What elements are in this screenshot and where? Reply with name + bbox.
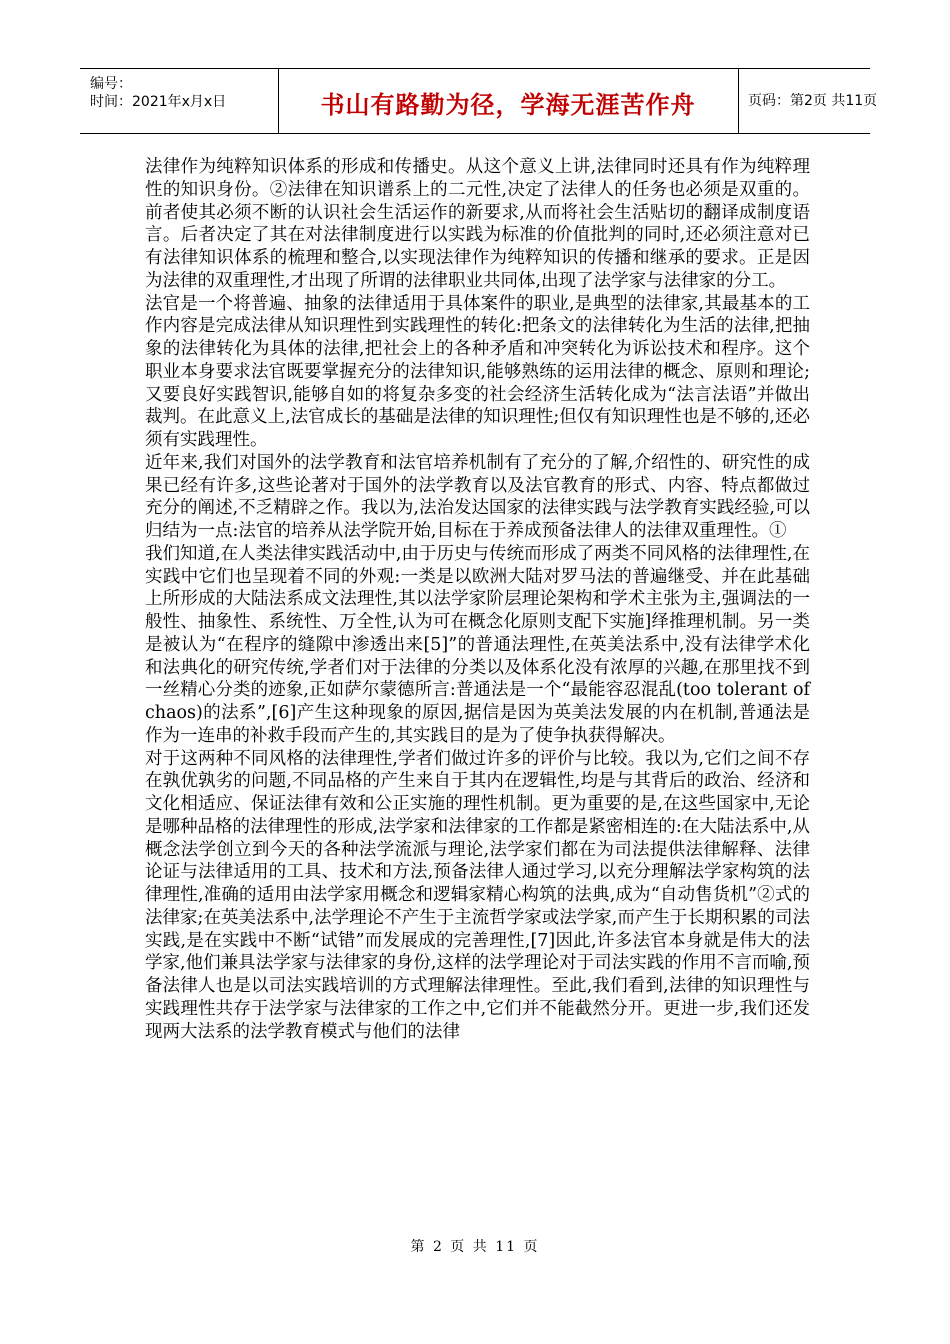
page-header [80, 68, 878, 134]
header-motto: 书山有路勤为径，学海无涯苦作舟 [320, 91, 696, 119]
paragraph: 法官是一个将普遍、抽象的法律适用于具体案件的职业,是典型的法律家,其最基本的工作内容是完成法律从知识理性到实践理性的转化:把条文的法律转化为生活的法律,把抽象的法律转化为具体的法律,把社会上的各种矛盾和冲突转化为诉讼技术和程序。这个职业本身要求法官既要掌握充分的法律知识,能够熟练的运用法律的概念、原则和理论;又要良好实践智识,能够自如的将复杂多变的社会经济生活转化成为“法言法语”并做出裁判。在此意义上,法官成长的基础是法律的知识理性;但仅有知识理性也是不够的,还必须有实践理性。 [145, 293, 810, 450]
paragraph: 近年来,我们对国外的法学教育和法官培养机制有了充分的了解,介绍性的、研究性的成果已经有许多,这些论著对于国外的法学教育以及法官教育的形式、内容、特点都做过充分的阐述,不乏精辟之作。我以为,法治发达国家的法律实践与法学教育实践经验,可以归结为一点:法官的培养从法学院开始,目标在于养成预备法律人的法律双重理性。① [145, 452, 810, 541]
paragraph: 我们知道,在人类法律实践活动中,由于历史与传统而形成了两类不同风格的法律理性,在实践中它们也呈现着不同的外观:一类是以欧洲大陆对罗马法的普遍继受、并在此基础上所形成的大陆法系成文法理性,其以法学家阶层理论架构和学术主张为主,强调法的一般性、抽象性、系统性、万全性,认为可在概念化原则支配下实施]绎推理机制。另一类是被认为“在程序的缝隙中渗透出来[5]”的普通法理性,在英美法系中,没有法律学术化和法典化的研究传统,学者们对于法律的分类以及体系化没有浓厚的兴趣,在那里找不到一丝精心分类的迹象,正如萨尔蒙德所言:普通法是一个“最能容忍混乱(too tolerant of chaos)的法系”,[6]产生这种现象的原因,据信是因为英美法发展的内在机制,普通法是作为一连串的补救手段而产生的,其实践目的是为了使争执获得解决。 [145, 543, 810, 746]
paragraph: 对于这两种不同风格的法律理性,学者们做过许多的评价与比较。我以为,它们之间不存在孰优孰劣的问题,不同品格的产生来自于其内在逻辑性,均是与其背后的政治、经济和文化相适应、保证法律有效和公正实施的理性机制。更为重要的是,在这些国家中,无论是哪种品格的法律理性的形成,法学家和法律家的工作都是紧密相连的:在大陆法系中,从概念法学创立到今天的各种法学流派与理论,法学家们都在为司法提供法律解释、法律论证与法律适用的工具、技术和方法,预备法律人通过学习,以充分理解法学家构筑的法律理性,准确的适用由法学家用概念和逻辑家精心构筑的法典,成为“自动售货机”②式的法律家;在英美法系中,法学理论不产生于主流哲学家或法学家,而产生于长期积累的司法实践,是在实践中不断“试错”而发展成的完善理性,[7]因此,许多法官本身就是伟大的法学家,他们兼具法学家与法律家的身份,这样的法学理论对于司法实践的作用不言而喻,预备法律人也是以司法实践培训的方式理解法律理性。至此,我们看到,法律的知识理性与实践理性共存于法学家与法律家的工作之中,它们并不能截然分开。更进一步,我们还发现两大法系的法学教育模式与他们的法律 [145, 748, 810, 1042]
paragraph: 法律作为纯粹知识体系的形成和传播史。从这个意义上讲,法律同时还具有作为纯粹理性的知识身份。②法律在知识谱系上的二元性,决定了法律人的任务也必须是双重的。前者使其必须不断的认识社会生活运作的新要求,从而将社会生活贴切的翻译成制度语言。后者决定了其在对法律制度进行以实践为标准的价值批判的同时,还必须注意对已有法律知识体系的梳理和整合,以实现法律作为纯粹知识的传播和继承的要求。正是因为法律的双重理性,才出现了所谓的法律职业共同体,出现了法学家与法律家的分工。 [145, 157, 810, 291]
header-motto-cell [278, 69, 739, 133]
document-body [145, 156, 810, 1043]
document-number-label: 编号： [90, 76, 132, 92]
document-date-label: 时间：2021年x月x日 [90, 94, 227, 110]
page-footer: 第 2 页 共 11 页 [410, 1239, 540, 1255]
header-info-cell [80, 69, 279, 133]
header-page-cell [738, 69, 878, 133]
header-page-label: 页码：第2页 共11页 [748, 93, 878, 109]
